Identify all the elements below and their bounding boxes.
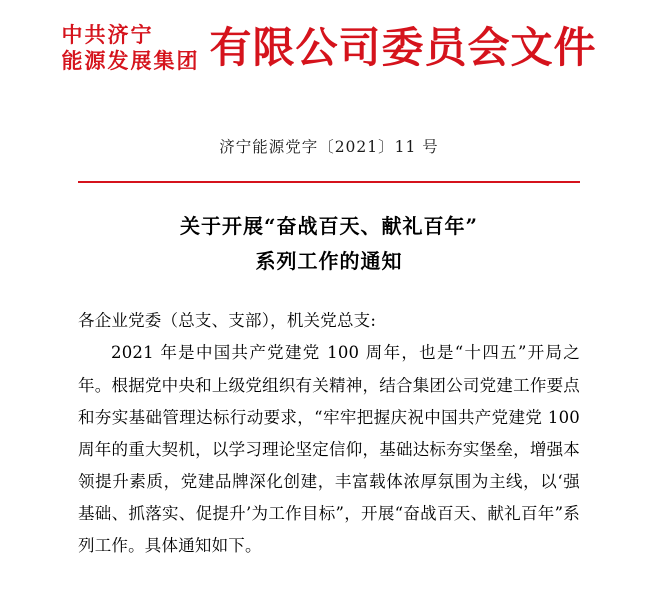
document-title-line-2: 系列工作的通知 [255,249,403,274]
masthead-left-text [62,22,200,73]
masthead-left-line-2: 能源发展集团 [61,47,200,73]
masthead [61,0,597,73]
document-number: 济宁能源党字〔2021〕11 号 [219,138,439,157]
document-title-line-1: 关于开展“奋战百天、献礼百年” [179,214,478,239]
masthead-left-line-1: 中共济宁 [61,22,154,47]
red-separator-rule [78,181,580,183]
document-title [78,209,580,279]
salutation: 各企业党委（总支、支部），机关党总支: [78,311,377,331]
masthead-right-text: 有限公司委员会文件 [209,22,597,72]
body-paragraph-1: 2021 年是中国共产党建党 100 周年，也是“十四五”开局之年。根据党中央和上级党组织有关精神，结合集团公司党建工作要点和夯实基础管理达标行动要求，“牢牢把握庆祝中国共产党建党 100 周年的重大契机，以学习理论坚定信仰，基础达标夯实堡垒，增强本领提升素质，党建品牌深化创建，丰富载体浓厚氛围为主线，以‘强基础、抓落实、促提升’为工作目标”，开展“奋战百天、献礼百年”系列工作。具体通知如下。 [78,343,580,556]
document-body [78,305,580,562]
